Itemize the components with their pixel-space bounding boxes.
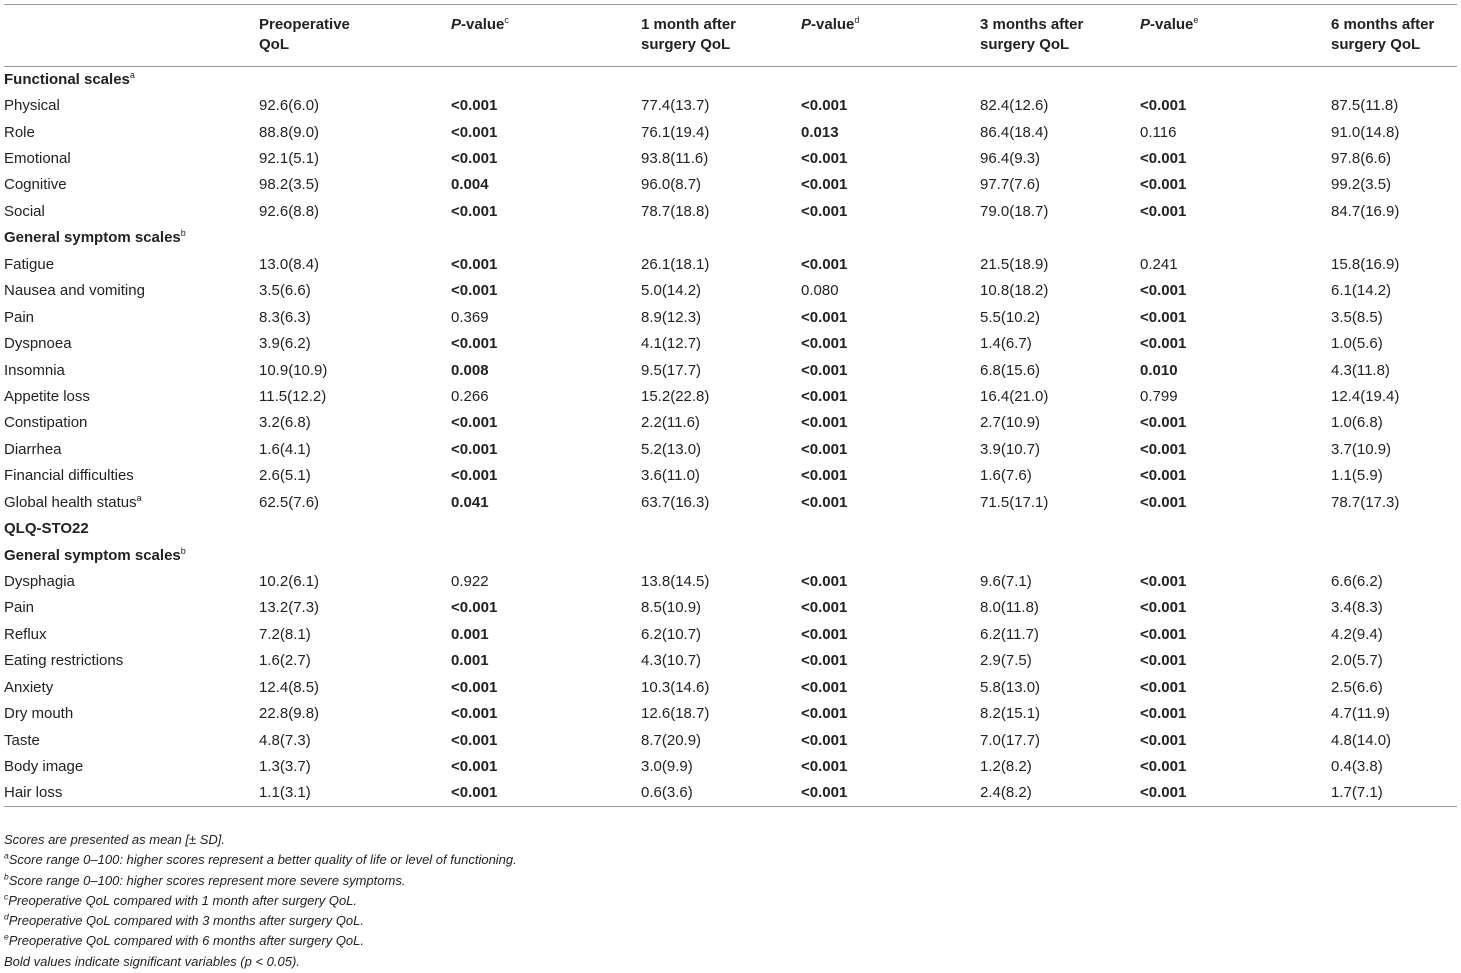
p-value-cell: 0.116 [1140,123,1177,141]
p-value-cell: 0.004 [451,176,489,194]
p-value-cell: <0.001 [1140,282,1187,300]
row-label: Diarrhea [4,440,62,458]
p-value-cell: <0.001 [801,731,848,749]
footnote: Bold values indicate significant variables (p < 0.05). [4,953,300,969]
p-value-cell: <0.001 [801,202,848,220]
qol-score-cell: 92.6(6.0) [259,97,320,115]
qol-score-cell: 2.4(8.2) [980,780,1140,806]
qol-score-cell: 21.5(18.9) [980,255,1049,273]
row-label: Hair loss [4,780,259,806]
header-6-months: 6 months after surgery QoL [1331,5,1457,67]
p-value-cell: <0.001 [801,678,848,696]
qol-score-cell: 3.7(10.9) [1331,440,1392,458]
p-value-cell: <0.001 [451,202,498,220]
qol-score-cell: 12.4(8.5) [259,678,320,696]
qol-score-cell: 4.8(14.0) [1331,731,1392,749]
qol-score-cell: 4.2(9.4) [1331,625,1383,643]
table-row [4,701,1457,727]
qol-score-cell: 13.0(8.4) [259,255,320,273]
row-label: Eating restrictions [4,652,124,670]
row-label: Global health status$^a$ [4,492,142,511]
section-heading: General symptom scales$^b$ [4,545,186,564]
p-value-cell: <0.001 [1140,150,1187,168]
p-value-cell: <0.001 [451,282,498,300]
qol-score-cell: 93.8(11.6) [641,150,709,168]
qol-score-cell: 98.2(3.5) [259,176,320,194]
qol-score-cell: 4.3(10.7) [641,652,702,670]
qol-score-cell: 99.2(3.5) [1331,176,1392,194]
row-label: Taste [4,731,40,749]
qol-score-cell: 1.2(8.2) [980,758,1032,776]
p-value-cell: <0.001 [801,440,848,458]
table-row [4,278,1457,304]
table-row [4,410,1457,436]
footnote: $^a$Score range 0–100: higher scores represent a better quality of life or level of functioning. [4,850,517,868]
p-value-cell: <0.001 [451,678,498,696]
p-value-cell: <0.001 [801,97,848,115]
row-label: Dysphagia [4,573,75,591]
qol-score-cell: 5.5(10.2) [980,308,1041,326]
qol-score-cell: 4.8(7.3) [259,731,311,749]
p-value-cell: <0.001 [801,780,980,806]
header-label-cell [4,5,259,67]
qol-score-cell: 6.1(14.2) [1331,282,1392,300]
p-value-cell: <0.001 [1140,467,1187,485]
p-value-cell: <0.001 [1140,652,1187,670]
row-label: Cognitive [4,176,67,194]
p-value-cell: <0.001 [1140,335,1187,353]
p-value-cell: <0.001 [801,652,848,670]
p-value-cell: <0.001 [451,758,498,776]
qol-score-cell: 92.6(8.8) [259,202,320,220]
qol-score-cell: 2.2(11.6) [641,414,700,432]
header-row [4,5,1457,67]
qol-score-cell: 0.6(3.6) [641,780,801,806]
qol-score-cell: 8.5(10.9) [641,599,702,617]
header-p-value-e: P-value$^e$ [1140,5,1331,67]
qol-score-cell: 82.4(12.6) [980,97,1049,115]
qol-score-cell: 3.6(11.0) [641,467,700,485]
table-row [4,119,1457,145]
p-value-cell: <0.001 [801,573,848,591]
row-label: Dry mouth [4,705,74,723]
table-row [4,754,1457,780]
p-value-cell: <0.001 [801,758,848,776]
qol-score-cell: 7.0(17.7) [980,731,1041,749]
table-row [4,172,1457,198]
p-value-cell: <0.001 [801,361,848,379]
p-value-cell: <0.001 [1140,308,1187,326]
table-row [4,384,1457,410]
qol-score-cell: 2.9(7.5) [980,652,1032,670]
p-value-cell: <0.001 [801,599,848,617]
table-row [4,648,1457,674]
qol-score-cell: 12.6(18.7) [641,705,710,723]
p-value-cell: <0.001 [1140,97,1187,115]
qol-score-cell: 84.7(16.9) [1331,202,1400,220]
row-label: Anxiety [4,678,54,696]
qol-score-cell: 97.7(7.6) [980,176,1041,194]
footnote: $^d$Preoperative QoL compared with 3 months after surgery QoL. [4,911,365,929]
footnote: $^b$Score range 0–100: higher scores represent more severe symptoms. [4,871,406,888]
qol-score-cell: 4.1(12.7) [641,335,702,353]
table-row [4,463,1457,489]
qol-score-cell: 3.5(6.6) [259,282,311,300]
qol-score-cell: 78.7(18.8) [641,202,710,220]
p-value-cell: <0.001 [451,780,641,806]
qol-score-cell: 1.6(7.6) [980,467,1032,485]
footnote: $^c$Preoperative QoL compared with 1 month after surgery QoL. [4,891,358,908]
qol-score-cell: 1.7(7.1) [1331,780,1457,806]
qol-score-cell: 1.6(2.7) [259,652,311,670]
p-value-cell: <0.001 [451,335,498,353]
qol-score-cell: 1.0(5.6) [1331,335,1383,353]
qol-score-cell: 9.5(17.7) [641,361,702,379]
p-value-cell: <0.001 [451,731,498,749]
table-row [4,437,1457,463]
table-row [4,622,1457,648]
table-footnotes [4,830,1457,972]
p-value-cell: <0.001 [451,467,498,485]
p-value-cell: <0.001 [801,176,848,194]
qol-score-cell: 3.9(10.7) [980,440,1041,458]
qol-score-cell: 88.8(9.0) [259,123,320,141]
footnote: Scores are presented as mean [± SD]. [4,832,226,847]
qol-score-cell: 10.3(14.6) [641,678,710,696]
qol-score-cell: 79.0(18.7) [980,202,1049,220]
p-value-cell: 0.369 [451,308,489,326]
p-value-cell: <0.001 [1140,731,1187,749]
row-label: Emotional [4,150,71,168]
qol-score-cell: 4.3(11.8) [1331,361,1390,379]
header-p-value-d: P-value$^d$ [801,5,980,67]
p-value-cell: <0.001 [801,493,848,511]
qol-score-cell: 5.8(13.0) [980,678,1041,696]
qol-score-cell: 3.0(9.9) [641,758,693,776]
qol-score-cell: 5.2(13.0) [641,440,702,458]
header-p-value-c: P-value$^c$ [451,5,641,67]
qol-score-cell: 26.1(18.1) [641,255,710,273]
p-value-cell: <0.001 [801,387,848,405]
p-value-cell: <0.001 [1140,493,1187,511]
table-body [4,67,1457,807]
p-value-cell: <0.001 [451,599,498,617]
qol-score-cell: 6.2(11.7) [980,625,1039,643]
table-row [4,331,1457,357]
section-row [4,516,1457,542]
section-row [4,67,1457,93]
p-value-cell: <0.001 [451,150,498,168]
qol-score-cell: 10.2(6.1) [259,573,320,591]
qol-score-cell: 91.0(14.8) [1331,123,1400,141]
header-3-months: 3 months after surgery QoL [980,5,1140,67]
qol-score-cell: 11.5(12.2) [259,387,327,405]
qol-score-cell: 15.8(16.9) [1331,255,1400,273]
qol-score-cell: 8.0(11.8) [980,599,1039,617]
qol-score-cell: 3.2(6.8) [259,414,311,432]
p-value-cell: <0.001 [801,414,848,432]
qol-score-cell: 8.7(20.9) [641,731,702,749]
row-label: Dyspnoea [4,335,72,353]
table-header [4,5,1457,67]
table-row [4,199,1457,225]
qol-score-cell: 6.2(10.7) [641,625,702,643]
qol-score-cell: 1.3(3.7) [259,758,311,776]
row-label: Pain [4,599,35,617]
qol-score-cell: 15.2(22.8) [641,387,710,405]
header-1-month: 1 month after surgery QoL [641,5,801,67]
p-value-cell: <0.001 [451,97,498,115]
qol-score-cell: 8.9(12.3) [641,308,702,326]
qol-table [4,4,1457,807]
qol-score-cell: 7.2(8.1) [259,625,311,643]
p-value-cell: 0.241 [1140,255,1178,273]
p-value-cell: 0.266 [451,387,489,405]
section-heading: Functional scales$^a$ [4,69,135,88]
qol-score-cell: 3.5(8.5) [1331,308,1383,326]
p-value-cell: <0.001 [1140,625,1187,643]
p-value-cell: <0.001 [451,255,498,273]
qol-score-cell: 9.6(7.1) [980,573,1032,591]
qol-score-cell: 22.8(9.8) [259,705,320,723]
qol-score-cell: 76.1(19.4) [641,123,710,141]
p-value-cell: 0.041 [451,493,489,511]
qol-score-cell: 2.6(5.1) [259,467,311,485]
qol-score-cell: 0.4(3.8) [1331,758,1383,776]
qol-score-cell: 63.7(16.3) [641,493,710,511]
qol-score-cell: 16.4(21.0) [980,387,1049,405]
qol-score-cell: 87.5(11.8) [1331,97,1399,115]
table-row [4,595,1457,621]
qol-score-cell: 8.3(6.3) [259,308,311,326]
row-label: Role [4,123,35,141]
table-row [4,304,1457,330]
p-value-cell: <0.001 [1140,414,1187,432]
p-value-cell: <0.001 [801,255,848,273]
p-value-cell: <0.001 [451,123,498,141]
p-value-cell: <0.001 [1140,573,1187,591]
qol-score-cell: 96.4(9.3) [980,150,1041,168]
p-value-cell: <0.001 [451,440,498,458]
p-value-cell: <0.001 [1140,780,1331,806]
qol-score-cell: 1.0(6.8) [1331,414,1383,432]
table-row [4,569,1457,595]
qol-score-cell: 5.0(14.2) [641,282,702,300]
p-value-cell: 0.013 [801,123,839,141]
table-row [4,252,1457,278]
p-value-cell: <0.001 [1140,202,1187,220]
row-label: Pain [4,308,35,326]
qol-score-cell: 2.7(10.9) [980,414,1041,432]
row-label: Financial difficulties [4,467,134,485]
qol-score-cell: 97.8(6.6) [1331,150,1392,168]
p-value-cell: 0.008 [451,361,489,379]
section-heading: General symptom scales$^b$ [4,228,186,247]
row-label: Reflux [4,625,47,643]
table-row [4,727,1457,753]
table-row [4,93,1457,119]
qol-score-cell: 1.4(6.7) [980,335,1032,353]
row-label: Body image [4,758,84,776]
p-value-cell: <0.001 [801,150,848,168]
table-row [4,146,1457,172]
qol-score-cell: 6.8(15.6) [980,361,1041,379]
qol-score-cell: 8.2(15.1) [980,705,1041,723]
qol-score-cell: 1.1(5.9) [1331,467,1383,485]
p-value-cell: 0.010 [1140,361,1178,379]
row-label: Insomnia [4,361,65,379]
row-label: Physical [4,97,60,115]
p-value-cell: 0.001 [451,652,489,670]
qol-score-cell: 77.4(13.7) [641,97,710,115]
p-value-cell: <0.001 [451,705,498,723]
row-label: Constipation [4,414,88,432]
qol-score-cell: 86.4(18.4) [980,123,1049,141]
p-value-cell: <0.001 [1140,705,1187,723]
qol-score-cell: 2.5(6.6) [1331,678,1383,696]
qol-score-cell: 13.8(14.5) [641,573,710,591]
p-value-cell: <0.001 [801,308,848,326]
footnote: $^e$Preoperative QoL compared with 6 months after surgery QoL. [4,932,365,949]
p-value-cell: 0.001 [451,625,489,643]
qol-score-cell: 71.5(17.1) [980,493,1049,511]
qol-score-cell: 2.0(5.7) [1331,652,1383,670]
qol-score-cell: 12.4(19.4) [1331,387,1400,405]
qol-score-cell: 1.1(3.1) [259,780,451,806]
section-row [4,542,1457,568]
row-label: Appetite loss [4,387,90,405]
section-heading: QLQ-STO22 [4,520,89,538]
qol-score-cell: 3.9(6.2) [259,335,311,353]
qol-score-cell: 96.0(8.7) [641,176,702,194]
table-row [4,490,1457,516]
table-row [4,780,1457,806]
p-value-cell: <0.001 [1140,176,1187,194]
qol-score-cell: 6.6(6.2) [1331,573,1383,591]
p-value-cell: 0.922 [451,573,489,591]
row-label: Social [4,202,45,220]
section-row [4,225,1457,251]
table-row [4,675,1457,701]
row-label: Nausea and vomiting [4,282,145,300]
p-value-cell: <0.001 [1140,599,1187,617]
p-value-cell: <0.001 [801,467,848,485]
p-value-cell: <0.001 [1140,678,1187,696]
qol-score-cell: 10.9(10.9) [259,361,328,379]
p-value-cell: 0.080 [801,282,839,300]
qol-score-cell: 92.1(5.1) [259,150,320,168]
qol-score-cell: 3.4(8.3) [1331,599,1383,617]
p-value-cell: <0.001 [801,335,848,353]
qol-score-cell: 13.2(7.3) [259,599,320,617]
qol-score-cell: 78.7(17.3) [1331,493,1400,511]
header-preoperative: Preoperative QoL [259,5,451,67]
qol-score-cell: 4.7(11.9) [1331,705,1390,723]
p-value-cell: <0.001 [801,625,848,643]
qol-score-cell: 10.8(18.2) [980,282,1049,300]
row-label: Fatigue [4,255,55,273]
p-value-cell: <0.001 [1140,758,1187,776]
qol-score-cell: 1.6(4.1) [259,440,311,458]
p-value-cell: <0.001 [451,414,498,432]
p-value-cell: 0.799 [1140,387,1178,405]
table-row [4,357,1457,383]
p-value-cell: <0.001 [801,705,848,723]
qol-score-cell: 62.5(7.6) [259,493,320,511]
p-value-cell: <0.001 [1140,440,1187,458]
